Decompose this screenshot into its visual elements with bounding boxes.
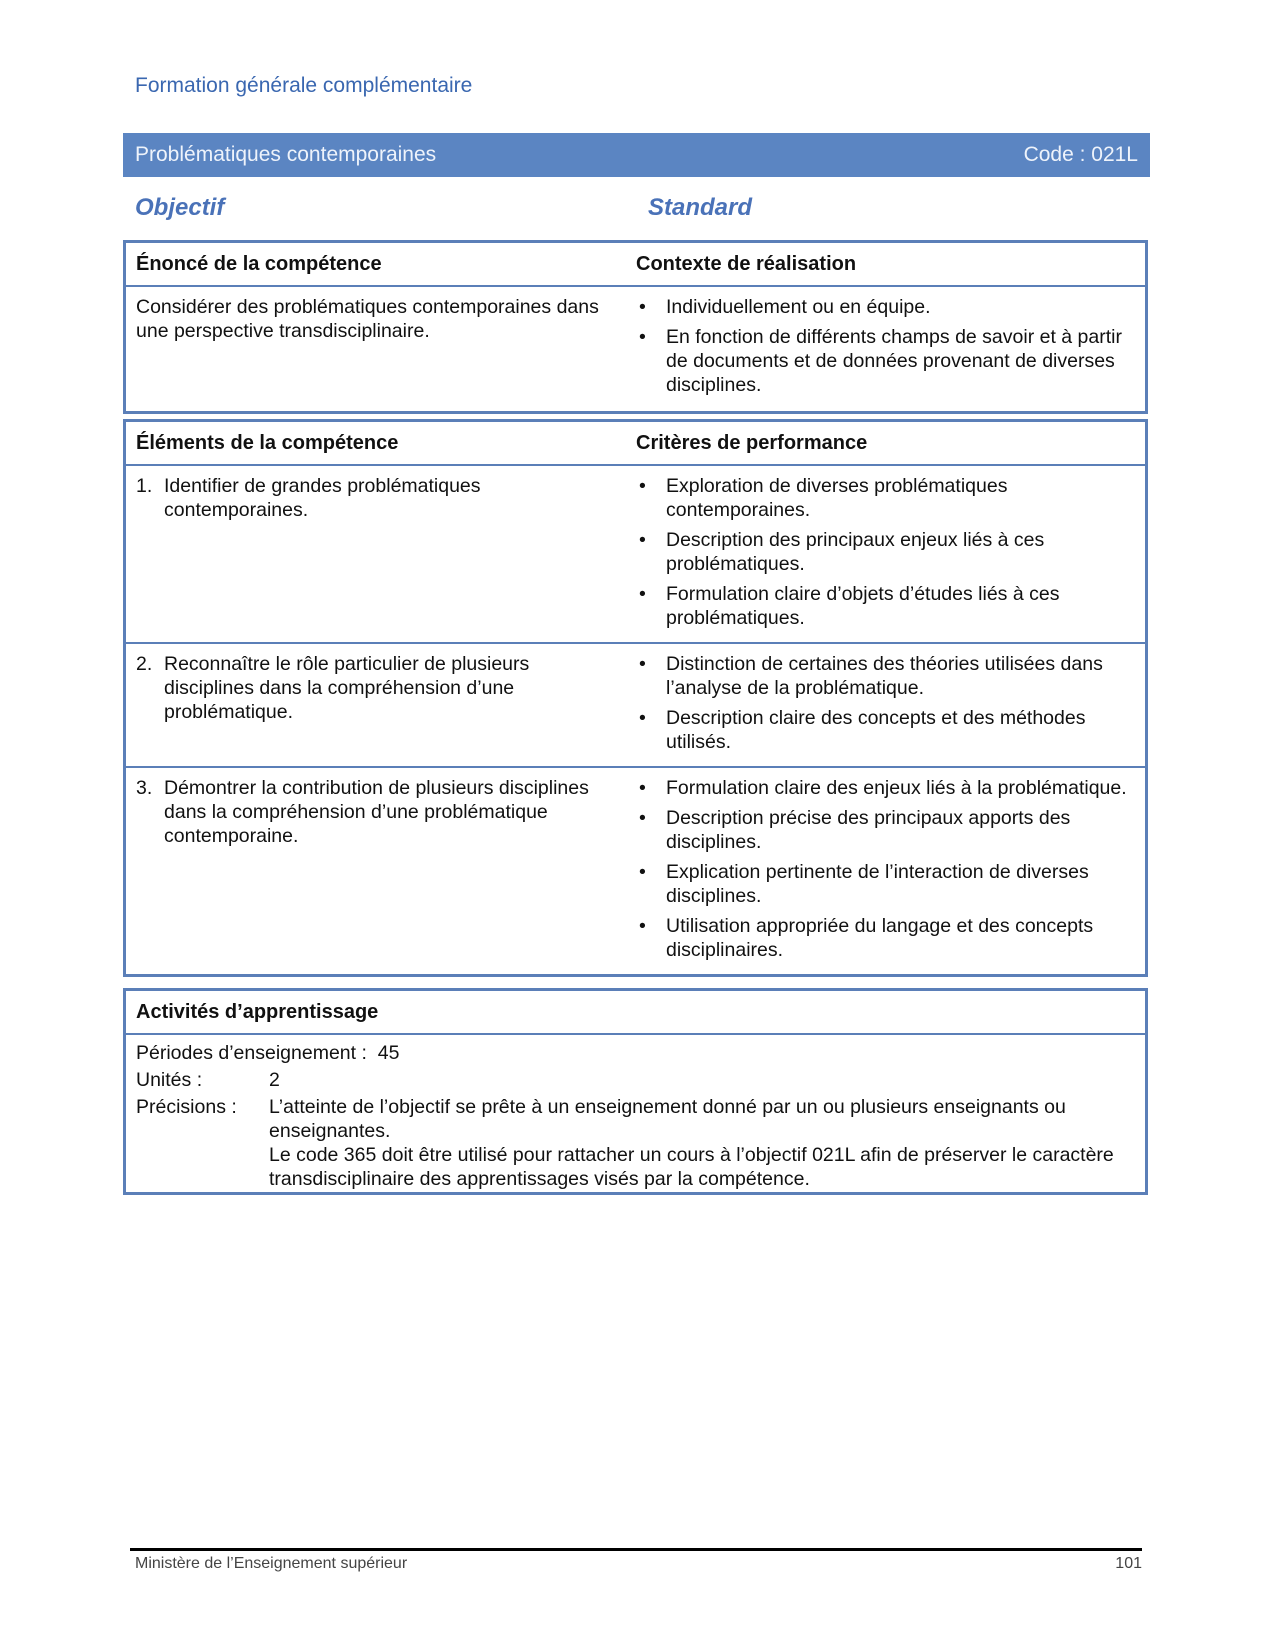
list-item: • Distinction de certaines des théories utilisées dans l’analyse de la problématique. (639, 653, 1103, 699)
elements-table (123, 419, 1148, 977)
bullet-icon: • (639, 583, 646, 605)
title-bar (123, 133, 1150, 177)
elements-table-header (126, 422, 1145, 466)
bullet-icon: • (639, 915, 646, 937)
table-row (126, 287, 1145, 411)
precisions-text-2: Le code 365 doit être utilisé pour rattacher un cours à l’objectif 021L afin de préserver le caractère transdisciplinaire des apprentissages visés par la compétence. (269, 1144, 1114, 1190)
list-item: • Individuellement ou en équipe. (639, 296, 931, 318)
standard-label: Standard (648, 194, 753, 221)
statement-header: Énoncé de la compétence (136, 252, 382, 275)
precisions-text-1: L’atteinte de l’objectif se prête à un enseignement donné par un ou plusieurs enseignants ou enseignantes. (269, 1096, 1066, 1142)
table-row (126, 642, 1145, 766)
activities-title: Activités d’apprentissage (126, 991, 1145, 1035)
list-item: • Utilisation appropriée du langage et des concepts disciplinaires. (639, 915, 1094, 961)
list-item: • Description des principaux enjeux liés à ces problématiques. (639, 529, 1045, 575)
list-item: • Explication pertinente de l’interaction de diverses disciplines. (639, 861, 1089, 907)
context-header: Contexte de réalisation (636, 252, 857, 275)
course-code: Code : 021L (1023, 143, 1138, 166)
footer-rule (130, 1548, 1142, 1551)
list-item: • Formulation claire des enjeux liés à la problématique. (639, 777, 1127, 799)
competence-table-header (126, 243, 1145, 287)
table-row (126, 466, 1145, 642)
criteria-header: Critères de performance (636, 431, 868, 454)
periods-line (136, 1041, 1135, 1065)
periods-value: 45 (377, 1042, 400, 1064)
criteria-list (636, 474, 1131, 630)
bullet-icon: • (639, 653, 646, 675)
precisions-line (136, 1095, 1135, 1191)
table-row (126, 766, 1145, 974)
competence-statement: Considérer des problématiques contemporaines dans une perspective transdisciplinaire. (136, 296, 599, 342)
list-item: • Formulation claire d’objets d’études liés à ces problématiques. (639, 583, 1060, 629)
units-line (136, 1068, 1135, 1092)
list-item: • Exploration de diverses problématiques contemporaines. (639, 475, 1008, 521)
criteria-list (636, 776, 1131, 962)
bullet-icon: • (639, 807, 646, 829)
bullet-icon: • (639, 326, 646, 348)
activities-box (123, 988, 1148, 1195)
course-title: Problématiques contemporaines (135, 143, 437, 166)
bullet-icon: • (639, 777, 646, 799)
list-item: • En fonction de différents champs de savoir et à partir de documents et de données provenant de diverses disciplines. (639, 326, 1122, 396)
periods-label: Périodes d’enseignement : (136, 1042, 367, 1064)
document-header: Formation générale complémentaire (135, 74, 473, 97)
page-number: 101 (1115, 1555, 1142, 1572)
bullet-icon: • (639, 529, 646, 551)
units-label: Unités : (136, 1069, 203, 1091)
footer-ministry: Ministère de l’Enseignement supérieur (135, 1555, 408, 1572)
list-item: • Description claire des concepts et des méthodes utilisés. (639, 707, 1086, 753)
element-item: 1. Identifier de grandes problématiques contemporaines. (136, 475, 481, 521)
objectif-label: Objectif (135, 194, 225, 221)
bullet-icon: • (639, 296, 646, 318)
list-item: • Description précise des principaux apports des disciplines. (639, 807, 1071, 853)
element-item: 3. Démontrer la contribution de plusieurs disciplines dans la compréhension d’une problématique contemporaine. (136, 777, 589, 847)
footer (135, 1555, 1142, 1573)
bullet-icon: • (639, 475, 646, 497)
context-list (636, 295, 1131, 397)
units-value: 2 (269, 1069, 280, 1091)
bullet-icon: • (639, 707, 646, 729)
elements-header: Éléments de la compétence (136, 431, 399, 454)
precisions-label: Précisions : (136, 1096, 237, 1118)
criteria-list (636, 652, 1131, 754)
competence-table (123, 240, 1148, 414)
element-item: 2. Reconnaître le rôle particulier de plusieurs disciplines dans la compréhension d’une problématique. (136, 653, 530, 723)
bullet-icon: • (639, 861, 646, 883)
